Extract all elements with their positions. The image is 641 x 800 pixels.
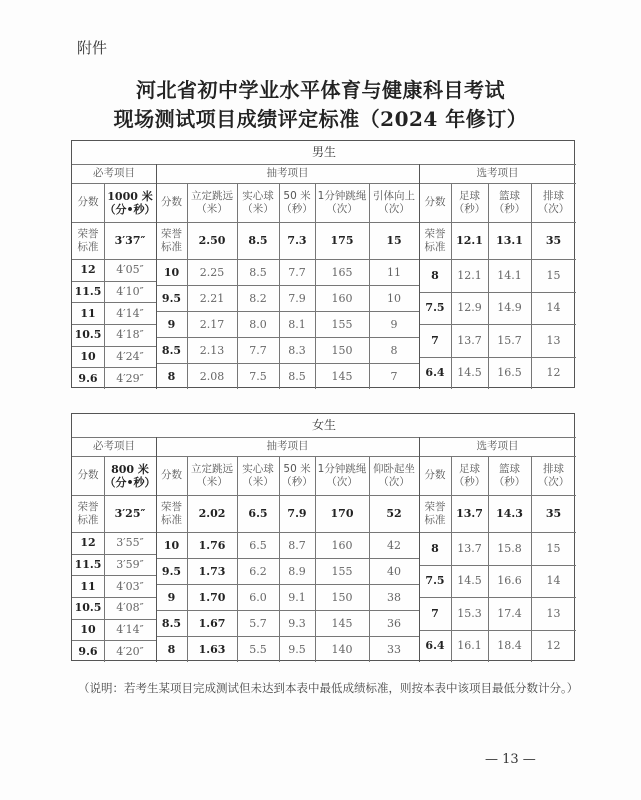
male-drawn-row-value: 155 (331, 317, 353, 331)
female-required-row-score: 11.5 (74, 557, 102, 571)
female-drawn-col-header-4 (369, 456, 419, 495)
female-drawn-row-value: 6.5 (249, 538, 267, 552)
male-drawn-row-value: 7 (390, 369, 398, 383)
female-honor-required: 3′25″ (114, 507, 146, 520)
column-divider (187, 183, 188, 389)
male-drawn-row-value: 2.21 (199, 291, 225, 305)
honor-label (156, 495, 187, 532)
female-elective-row-value: 12 (546, 639, 561, 653)
female-required-row-score: 10.5 (74, 601, 102, 615)
column-divider (488, 183, 489, 389)
honor-label-name: 荣誉 (77, 500, 99, 513)
male-elective-row-value: 15 (546, 268, 561, 282)
female-drawn-row-value: 1.73 (198, 564, 226, 578)
female-drawn-row-value: 9.3 (288, 616, 306, 630)
female-elective-row-score: 8 (431, 541, 439, 555)
female-required-row-score: 10 (80, 622, 96, 636)
female-elective-row-value: 15.8 (497, 541, 522, 555)
annex-label: 附件 (77, 39, 108, 57)
score-header: 分数 (77, 196, 99, 208)
female-honor-drawn-2: 7.9 (287, 507, 307, 520)
female-drawn-row-value: 145 (331, 616, 353, 630)
female-drawn-row-value: 6.0 (249, 590, 267, 604)
female-elective-row-score: 6.4 (425, 639, 445, 653)
male-required-row-value: 4′24″ (116, 349, 144, 363)
honor-label (156, 222, 187, 259)
female-required-row-score: 12 (80, 536, 96, 550)
column-divider (369, 456, 370, 662)
column-divider (237, 183, 238, 389)
male-drawn-row-value: 8.0 (249, 317, 267, 331)
male-drawn-col-header-0-unit: （米） (196, 202, 228, 215)
female-required-row-value: 3′55″ (116, 536, 144, 550)
honor-label (419, 222, 451, 259)
male-drawn-row-value: 165 (331, 265, 353, 279)
female-drawn-row-value: 150 (331, 590, 353, 604)
column-divider (315, 183, 316, 389)
male-elective-row-value: 12.9 (457, 301, 482, 315)
female-drawn-row-value: 1.67 (198, 616, 226, 630)
female-elective-col-header-2-unit: （次） (537, 475, 570, 488)
column-divider (187, 456, 188, 662)
honor-label-unit: 标准 (424, 240, 446, 253)
male-honor-drawn-3: 175 (330, 234, 354, 247)
score-header: 分数 (161, 196, 182, 208)
column-divider (451, 183, 452, 389)
female-drawn-row-value: 1.70 (198, 590, 226, 604)
required-section-header: 必考项目 (93, 167, 135, 179)
female-elective-col-header-0-name: 足球 (459, 462, 480, 475)
male-drawn-col-header-1 (237, 183, 279, 222)
male-drawn-row-score: 8.5 (161, 343, 182, 357)
male-elective-col-header-1 (488, 183, 531, 222)
male-drawn-row-value: 10 (387, 291, 401, 305)
female-drawn-col-header-1 (237, 456, 279, 495)
female-elective-row-value: 13 (546, 606, 561, 620)
female-drawn-row-value: 9.5 (288, 642, 306, 656)
female-drawn-row-value: 33 (387, 642, 401, 656)
honor-label-name: 荣誉 (77, 227, 99, 240)
male-drawn-row-score: 10 (163, 265, 180, 279)
female-required-row-value: 4′20″ (116, 644, 144, 658)
required-section-header: 必考项目 (93, 440, 135, 452)
male-elective-row-value: 13.7 (457, 333, 482, 347)
male-drawn-row-value: 8.5 (249, 265, 267, 279)
male-drawn-col-header-2-unit: （秒） (281, 202, 313, 215)
female-elective-row-value: 17.4 (497, 606, 522, 620)
male-elective-row-value: 15.7 (497, 333, 522, 347)
elective-section-header: 选考项目 (476, 167, 519, 179)
male-drawn-row-value: 8.1 (288, 317, 306, 331)
male-elective-col-header-2 (531, 183, 576, 222)
male-elective-row-value: 13 (546, 333, 561, 347)
column-divider (451, 456, 452, 662)
male-required-row-value: 4′05″ (116, 263, 144, 277)
female-drawn-row-score: 8.5 (161, 616, 182, 630)
male-elective-row-score: 7.5 (425, 301, 445, 315)
male-elective-col-header-0-unit: （秒） (453, 202, 486, 215)
male-elective-col-header-1-name: 篮球 (499, 189, 520, 202)
male-drawn-col-header-2-name: 50 米 (283, 189, 311, 202)
male-drawn-col-header-1-name: 实心球 (242, 189, 274, 202)
column-divider (488, 456, 489, 662)
male-elective-row-score: 8 (431, 268, 439, 282)
female-elective-row-value: 15 (546, 541, 561, 555)
male-drawn-col-header-1-unit: （米） (242, 202, 274, 215)
female-required-row-value: 3′59″ (116, 557, 144, 571)
male-drawn-row-value: 9 (390, 317, 398, 331)
male-drawn-col-header-0-name: 立定跳远 (191, 189, 233, 202)
male-honor-required: 3′37″ (114, 234, 146, 247)
male-drawn-row-value: 7.5 (249, 369, 267, 383)
female-elective-row-value: 13.7 (457, 541, 482, 555)
column-divider (531, 456, 532, 662)
male-drawn-row-value: 160 (331, 291, 353, 305)
female-drawn-row-value: 8.9 (288, 564, 306, 578)
female-honor-drawn-3: 170 (330, 507, 354, 520)
male-elective-row-value: 12.1 (457, 268, 482, 282)
female-required-row-score: 11 (80, 579, 96, 593)
female-drawn-row-score: 10 (163, 538, 180, 552)
honor-label-unit: 标准 (161, 513, 182, 526)
female-elective-col-header-0-unit: （秒） (453, 475, 486, 488)
honor-label-name: 荣誉 (424, 500, 446, 513)
male-required-row-value: 4′10″ (116, 284, 144, 298)
male-honor-drawn-1: 8.5 (248, 234, 268, 247)
male-drawn-row-value: 8.3 (288, 343, 306, 357)
honor-label (72, 495, 104, 532)
male-elective-col-header-2-unit: （次） (537, 202, 570, 215)
male-required-row-value: 4′29″ (116, 371, 144, 385)
female-drawn-row-score: 9 (167, 590, 176, 604)
female-gender-header: 女生 (311, 418, 336, 432)
female-elective-row-score: 7.5 (425, 574, 445, 588)
female-drawn-row-value: 6.2 (249, 564, 267, 578)
female-drawn-row-value: 38 (387, 590, 401, 604)
female-drawn-col-header-1-name: 实心球 (242, 462, 274, 475)
elective-section-header: 选考项目 (476, 440, 519, 452)
female-elective-row-value: 18.4 (497, 639, 522, 653)
female-drawn-col-header-2-unit: （秒） (281, 475, 313, 488)
female-honor-drawn-1: 6.5 (248, 507, 268, 520)
male-required-row-score: 11.5 (74, 284, 102, 298)
column-divider (369, 183, 370, 389)
honor-label-name: 荣誉 (424, 227, 446, 240)
male-drawn-row-value: 11 (387, 265, 401, 279)
column-divider (104, 183, 105, 389)
female-elective-row-value: 15.3 (457, 606, 482, 620)
female-drawn-row-value: 36 (387, 616, 401, 630)
female-honor-elective-1: 14.3 (496, 507, 523, 520)
female-drawn-col-header-4-name: 仰卧起坐 (373, 462, 415, 475)
male-gender-header: 男生 (311, 145, 336, 159)
male-drawn-row-score: 9 (167, 317, 176, 331)
male-honor-drawn-0: 2.50 (198, 234, 226, 247)
male-required-col-header (104, 183, 156, 222)
honor-label-name: 荣誉 (161, 500, 182, 513)
male-drawn-col-header-2 (279, 183, 315, 222)
male-drawn-col-header-0 (187, 183, 237, 222)
female-standards-table (71, 413, 575, 661)
page-number: — 13 — (485, 752, 536, 767)
female-elective-col-header-0 (451, 456, 488, 495)
male-honor-elective-0: 12.1 (456, 234, 483, 247)
male-drawn-row-value: 8.2 (249, 291, 267, 305)
honor-label (419, 495, 451, 532)
female-required-row-value: 4′08″ (116, 601, 144, 615)
column-divider (237, 456, 238, 662)
column-divider (419, 437, 420, 662)
male-elective-col-header-1-unit: （秒） (493, 202, 526, 215)
male-drawn-col-header-4 (369, 183, 419, 222)
male-drawn-row-value: 7.7 (288, 265, 306, 279)
male-drawn-row-value: 145 (331, 369, 353, 383)
document-title-line1: 河北省初中学业水平体育与健康科目考试 (136, 78, 505, 102)
honor-label-name: 荣誉 (161, 227, 182, 240)
male-required-row-score: 9.6 (78, 371, 98, 385)
female-honor-elective-0: 13.7 (456, 507, 483, 520)
score-header: 分数 (161, 469, 182, 481)
drawn-section-header: 抽考项目 (266, 440, 309, 452)
male-drawn-col-header-3-name: 1分钟跳绳 (317, 189, 367, 202)
honor-label-unit: 标准 (77, 513, 99, 526)
female-elective-col-header-2-name: 排球 (543, 462, 564, 475)
female-required-row-score: 9.6 (78, 644, 98, 658)
male-drawn-col-header-4-name: 引体向上 (373, 189, 415, 202)
male-elective-row-value: 14 (546, 301, 561, 315)
female-drawn-col-header-2 (279, 456, 315, 495)
female-required-col-header-name: 800 米 (111, 462, 149, 476)
female-elective-row-value: 16.6 (497, 574, 522, 588)
column-divider (279, 456, 280, 662)
female-drawn-row-value: 9.1 (288, 590, 306, 604)
male-elective-row-value: 14.9 (497, 301, 522, 315)
female-drawn-row-value: 1.63 (198, 642, 226, 656)
female-honor-drawn-4: 52 (386, 507, 402, 520)
female-drawn-col-header-1-unit: （米） (242, 475, 274, 488)
male-required-col-header-unit: （分•秒） (104, 202, 156, 216)
column-divider (419, 164, 420, 389)
male-honor-drawn-4: 15 (386, 234, 402, 247)
female-drawn-row-value: 5.5 (249, 642, 267, 656)
male-standards-table (71, 140, 575, 388)
score-header: 分数 (424, 196, 446, 208)
female-drawn-row-value: 1.76 (198, 538, 226, 552)
female-drawn-row-value: 8.7 (288, 538, 306, 552)
female-drawn-col-header-4-unit: （次） (378, 475, 410, 488)
female-elective-row-value: 14.5 (457, 574, 482, 588)
female-drawn-col-header-3-name: 1分钟跳绳 (317, 462, 367, 475)
male-required-row-value: 4′14″ (116, 306, 144, 320)
female-required-row-value: 4′03″ (116, 579, 144, 593)
female-elective-col-header-2 (531, 456, 576, 495)
male-elective-row-value: 14.5 (457, 366, 482, 380)
female-drawn-row-value: 160 (331, 538, 353, 552)
male-honor-elective-1: 13.1 (496, 234, 523, 247)
column-divider (531, 183, 532, 389)
female-drawn-row-value: 40 (387, 564, 401, 578)
female-elective-row-value: 16.1 (457, 639, 482, 653)
male-drawn-row-value: 7.9 (288, 291, 306, 305)
female-drawn-col-header-0-unit: （米） (196, 475, 228, 488)
male-elective-row-score: 6.4 (425, 366, 445, 380)
female-elective-col-header-1 (488, 456, 531, 495)
male-elective-col-header-0-name: 足球 (459, 189, 480, 202)
male-required-row-score: 12 (80, 263, 96, 277)
female-elective-row-score: 7 (431, 606, 439, 620)
score-header: 分数 (424, 469, 446, 481)
male-drawn-row-value: 150 (331, 343, 353, 357)
female-drawn-row-value: 155 (331, 564, 353, 578)
female-drawn-row-score: 9.5 (161, 564, 182, 578)
female-required-col-header (104, 456, 156, 495)
column-divider (156, 437, 157, 662)
female-honor-elective-2: 35 (545, 507, 562, 520)
female-drawn-row-score: 8 (167, 642, 176, 656)
female-required-row-value: 4′14″ (116, 622, 144, 636)
document-title-line2: 现场测试项目成绩评定标准（2024 年修订） (113, 107, 528, 131)
male-elective-row-value: 16.5 (497, 366, 522, 380)
male-elective-row-value: 14.1 (497, 268, 522, 282)
male-drawn-row-value: 7.7 (249, 343, 267, 357)
male-elective-row-value: 12 (546, 366, 561, 380)
male-elective-row-score: 7 (431, 333, 439, 347)
male-drawn-row-value: 8.5 (288, 369, 306, 383)
honor-label (72, 222, 104, 259)
score-header: 分数 (77, 469, 99, 481)
column-divider (156, 164, 157, 389)
male-required-row-score: 10 (80, 349, 96, 363)
male-required-row-score: 11 (80, 306, 96, 320)
female-elective-row-value: 14 (546, 574, 561, 588)
honor-label-unit: 标准 (77, 240, 99, 253)
male-drawn-col-header-3-unit: （次） (326, 202, 358, 215)
male-drawn-row-value: 2.13 (199, 343, 225, 357)
female-drawn-col-header-0 (187, 456, 237, 495)
column-divider (279, 183, 280, 389)
male-required-row-score: 10.5 (74, 328, 102, 342)
female-elective-col-header-1-name: 篮球 (499, 462, 520, 475)
female-drawn-col-header-0-name: 立定跳远 (191, 462, 233, 475)
female-drawn-row-value: 140 (331, 642, 353, 656)
explanatory-note: （说明：若考生某项目完成测试但未达到本表中最低成绩标准，则按本表中该项目最低分数计分。） (78, 681, 579, 695)
honor-label-unit: 标准 (161, 240, 182, 253)
column-divider (104, 456, 105, 662)
female-drawn-col-header-3 (315, 456, 369, 495)
female-drawn-row-value: 5.7 (249, 616, 267, 630)
male-drawn-row-score: 8 (167, 369, 176, 383)
female-honor-drawn-0: 2.02 (198, 507, 226, 520)
drawn-section-header: 抽考项目 (266, 167, 309, 179)
male-drawn-row-value: 2.17 (199, 317, 225, 331)
female-drawn-col-header-3-unit: （次） (326, 475, 358, 488)
male-elective-col-header-0 (451, 183, 488, 222)
female-drawn-col-header-2-name: 50 米 (283, 462, 311, 475)
male-drawn-row-value: 8 (390, 343, 398, 357)
male-drawn-col-header-3 (315, 183, 369, 222)
honor-label-unit: 标准 (424, 513, 446, 526)
male-drawn-col-header-4-unit: （次） (378, 202, 410, 215)
male-drawn-row-score: 9.5 (161, 291, 182, 305)
male-drawn-row-value: 2.08 (199, 369, 225, 383)
column-divider (315, 456, 316, 662)
male-honor-drawn-2: 7.3 (287, 234, 307, 247)
male-required-col-header-name: 1000 米 (107, 189, 153, 203)
male-elective-col-header-2-name: 排球 (543, 189, 564, 202)
male-required-row-value: 4′18″ (116, 328, 144, 342)
female-elective-col-header-1-unit: （秒） (493, 475, 526, 488)
female-required-col-header-unit: （分•秒） (104, 475, 156, 489)
male-honor-elective-2: 35 (545, 234, 562, 247)
male-drawn-row-value: 2.25 (199, 265, 225, 279)
female-drawn-row-value: 42 (387, 538, 401, 552)
